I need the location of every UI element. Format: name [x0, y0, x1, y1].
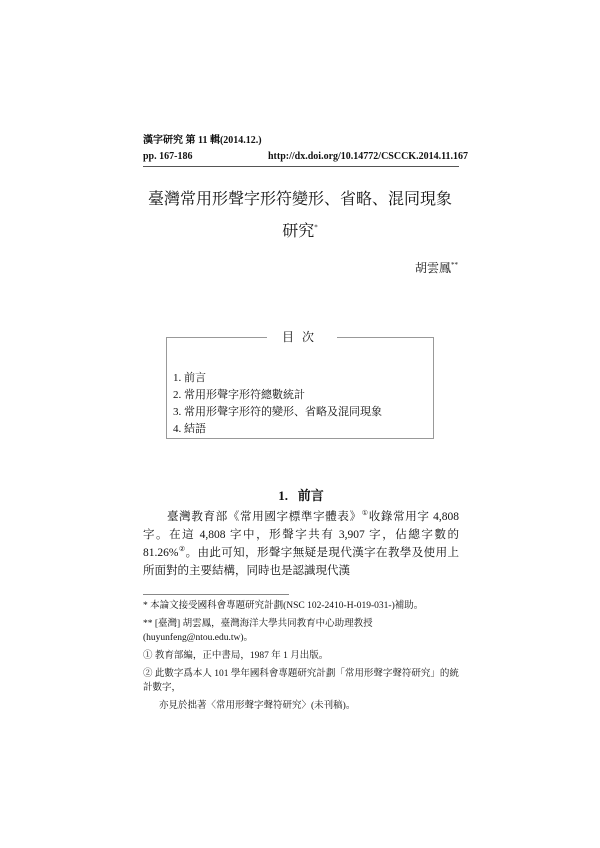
journal-info: 漢字研究 第 11 輯(2014.12.): [143, 135, 262, 146]
author-footnote-mark: **: [451, 261, 458, 269]
author-name: 胡雲鳳: [414, 261, 451, 275]
toc-item: 2. 常用形聲字形符總數統計: [173, 389, 305, 401]
body-text: 。由此可知，形聲字無疑是現代漢字在教學及使用上所面對的主要結構，同時也是認識現代漢: [143, 547, 459, 577]
title-footnote-mark: *: [314, 223, 318, 232]
footnote: ② 此數字爲本人 101 學年國科會專題研究計劃「常用形聲字聲符研究」的統計數字，: [143, 669, 459, 693]
toc-title: 目次: [267, 329, 337, 345]
title-text: 研究: [282, 223, 315, 240]
body-and-footnotes: [143, 508, 459, 717]
body-text: 臺灣教育部《常用國字標準字體表》: [167, 511, 362, 523]
section-heading: 1. 前言: [278, 488, 324, 503]
footnote: ① 教育部編，正中書局，1987 年 1 月出版。: [143, 651, 329, 661]
footnote-continuation: 亦見於拙著〈常用形聲字聲符研究〉(未刊稿)。: [159, 701, 356, 711]
body-paragraph: [143, 508, 459, 580]
footnote-ref: ①: [361, 509, 369, 518]
page-range: pp. 167-186: [143, 151, 193, 162]
toc-item: 1. 前言: [173, 372, 206, 384]
author: [415, 260, 458, 276]
footnote-ref: ②: [178, 545, 186, 554]
header-rule: [143, 166, 459, 167]
title-line-1: 臺灣常用形聲字形符變形、省略、混同現象: [147, 191, 452, 208]
footnote: * 本論文接受國科會專題研究計劃(NSC 102-2410-H-019-031-)補助。: [143, 601, 424, 611]
footnote-rule: [143, 594, 289, 595]
toc-item: 4. 結語: [173, 423, 206, 435]
title-line-2: [130, 222, 470, 242]
footnote: ** [臺灣] 胡雲鳳，臺灣海洋大學共同教育中心助理教授(huyunfeng@ntou.edu.tw)。: [143, 619, 373, 643]
table-of-contents: [166, 330, 434, 439]
body-text: 收錄常用字 4,808 字。在這 4,808 字中，形聲字共有 3,907 字，佔總字數的 81.26%: [143, 511, 460, 559]
toc-item: 3. 常用形聲字形符的變形、省略及混同現象: [173, 406, 382, 418]
doi-link[interactable]: http://dx.doi.org/10.14772/CSCCK.2014.11.167: [268, 151, 469, 162]
